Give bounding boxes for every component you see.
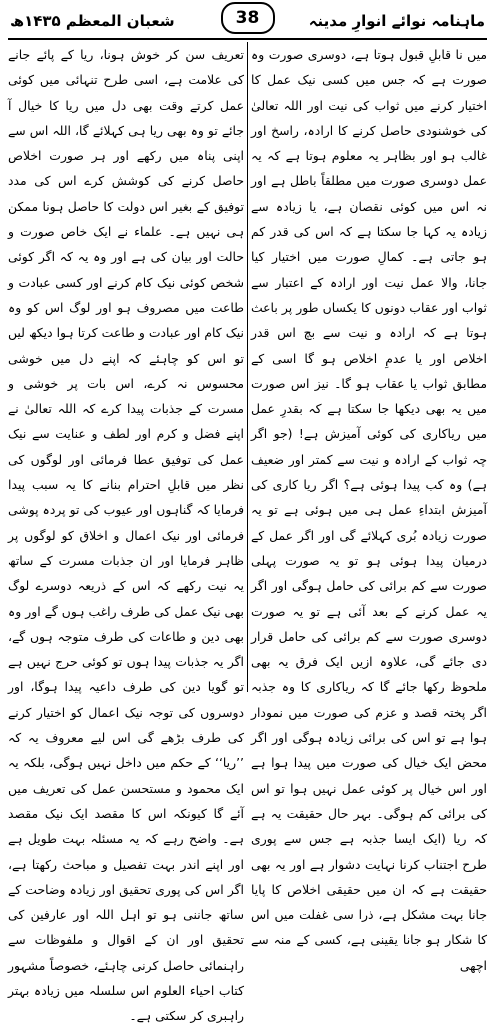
paragraph: میں نا قابلِ قبول ہوتا ہے، دوسری صورت وہ صورت ہے کہ جس میں کسی نیک عمل کا اختیار کرنے میں ثواب کی نیت اور اللہ تعالیٰ کی خوشنودی حاصل کرنے کا ارادہ، راسخ اور غالب ہو اور بظاہر یہ معلوم ہوتا ہے کہ یہ عمل دوسری صورت میں مطلقاً باطل ہے اور نہ اس میں کوئی نقصان ہے، یا زیادہ سے زیادہ یہ کہا جا سکتا ہے کہ اس کی قدر کم ہو جاتی ہے۔ کمالِ صورت میں اختیار کیا جانا، والا عمل نیت اور ارادہ کے اعتبار سے ثواب اور عقاب دونوں کا یکساں طور پر باعث ہوتا ہے کہ ارادہ و نیت سے بچ اس قدر اخلاص اور یا عدمِ اخلاص ہو گا اسی کے مطابق ثواب یا عقاب ہو گا۔ نیز اس صورت میں یہ بھی دیکھا جا سکتا ہے کہ بقدرِ عمل میں ریاکاری کی کوئی آمیزش ہے! (جو اگر چہ ثواب کے ارادہ و نیت سے کمتر اور ضعیف ہے) وہ کب پیدا ہوئی ہے؟ اگر ریا کاری کی آمیزش ابتداءِ عمل ہی میں ہوئی ہے تو یہ صورت زیادہ بُری کہلائے گی اور اگر عمل کے درمیان پیدا ہوئی ہو تو یہ صورت پہلی صورت سے کم برائی کی حامل ہوگی اور اگر یہ عمل کرنے کے بعد آئی ہے تو یہ صورت دوسری صورت سے کم برائی کی حامل قرار دی جائے گی، علاوہ ازیں ایک فرق یہ بھی ملحوظ رکھا جائے گا کہ ریاکاری کا وہ جذبہ اگر پختہ قصد و عزم کی صورت میں نمودار ہوا ہے تو اس کی برائی زیادہ ہوگی اور اگر محض ایک خیال کی صورت میں پیدا ہوا ہے اور اس خیال پر کوئی عمل نہیں ہوا تو اس کی برائی کم ہوگی۔ بہر حال حقیقت یہ ہے کہ ریا (ایک ایسا جذبہ ہے جس سے پوری طرح اجتناب کرنا نہایت دشوار ہے اور یہ بھی حقیقت ہے کہ ان میں حقیقی اخلاص کا پایا جانا بہت مشکل ہے، ذرا سی غفلت میں اس کا شکار ہو جانا یقینی ہے، کسی کے منہ سے اچھی (251, 47, 487, 973)
page-number: 38 (221, 2, 275, 34)
text-column-left (8, 42, 244, 1024)
text-column-right (251, 42, 487, 973)
issue-date: شعبان المعظم ۱۴۳۵ھ (10, 12, 175, 30)
paragraph: تعریف سن کر خوش ہونا، ریا کے پائے جانے کی علامت ہے، اسی طرح تنہائی میں کوئی عمل کرتے وقت بھی دل میں ریا کا خیال آ جائے تو وہ بھی ریا ہی کہلائے گا، اللہ اس سے اپنی پناہ میں رکھے اور ہر صورت اخلاص حاصل کرنے کی کوشش کرے اس کی مدد توفیق کے بغیر اس دولت کا حاصل ہونا ممکن ہی نہیں ہے۔ علماء نے ایک خاص صورت و حالت اور بیان کی ہے اور وہ یہ کہ اگر کوئی شخص کوئی نیک کام کرنے اور کسی عبادت و طاعت میں مصروف ہو اور لوگ اس کو وہ نیک کام اور عبادت و طاعت کرتا ہوا دیکھ لیں تو اس کو چاہئے کہ اپنے دل میں خوشی محسوس نہ کرے، اس بات پر خوشی و مسرت کے جذبات پیدا کرے کہ اللہ تعالیٰ نے اپنے فضل و کرم اور لطف و عنایت سے نیک عمل کی توفیق عطا فرمائی اور لوگوں کی نظر میں قابلِ احترام بنانے کا یہ سبب پیدا فرمایا کہ گناہوں اور عیوب کی تو پردہ پوشی فرمائی اور نیک اعمال و اخلاق کو لوگوں پر ظاہر فرمایا اور ان جذبات مسرت کے ساتھ یہ نیت رکھے کہ اس کے ذریعہ دوسرے لوگ بھی نیک عمل کی طرف راغب ہوں گے اور وہ بھی دین و طاعات کی طرف متوجہ ہوں گے، اگر یہ جذبات پیدا ہوں تو کوئی حرج نہیں ہے تو گویا دین کی طرف داعیہ پیدا ہوگا، اور دوسروں کی توجہ نیک اعمال کو اختیار کرنے کی طرف بڑھے گی اس لیے معروف یہ کہ ’’ریا‘‘ کے حکم میں داخل نہیں ہوگی، بلکہ یہ ایک محمود و مستحسن عمل کی تعریف میں آئے گا کیونکہ اس کا مقصد ایک نیک مقصد ہے۔ واضح رہے کہ یہ مسئلہ بہت طویل ہے اور اپنے اندر بہت تفصیل و مباحث رکھتا ہے، اگر اس کی پوری تحقیق اور زیادہ وضاحت کے ساتھ جاننی ہو تو اہل اللہ اور عارفین کی تحقیق اور ان کے اقوال و ملفوظات سے راہنمائی حاصل کرنی چاہئے، خصوصاً مشہور کتاب احیاء العلوم اس سلسلہ میں زیادہ بہتر راہبری کر سکتی ہے۔ (8, 47, 244, 1024)
column-divider (247, 42, 248, 692)
magazine-title: ماہنامہ نوائے انوارِ مدینہ (308, 12, 485, 30)
header-rule (8, 38, 487, 40)
